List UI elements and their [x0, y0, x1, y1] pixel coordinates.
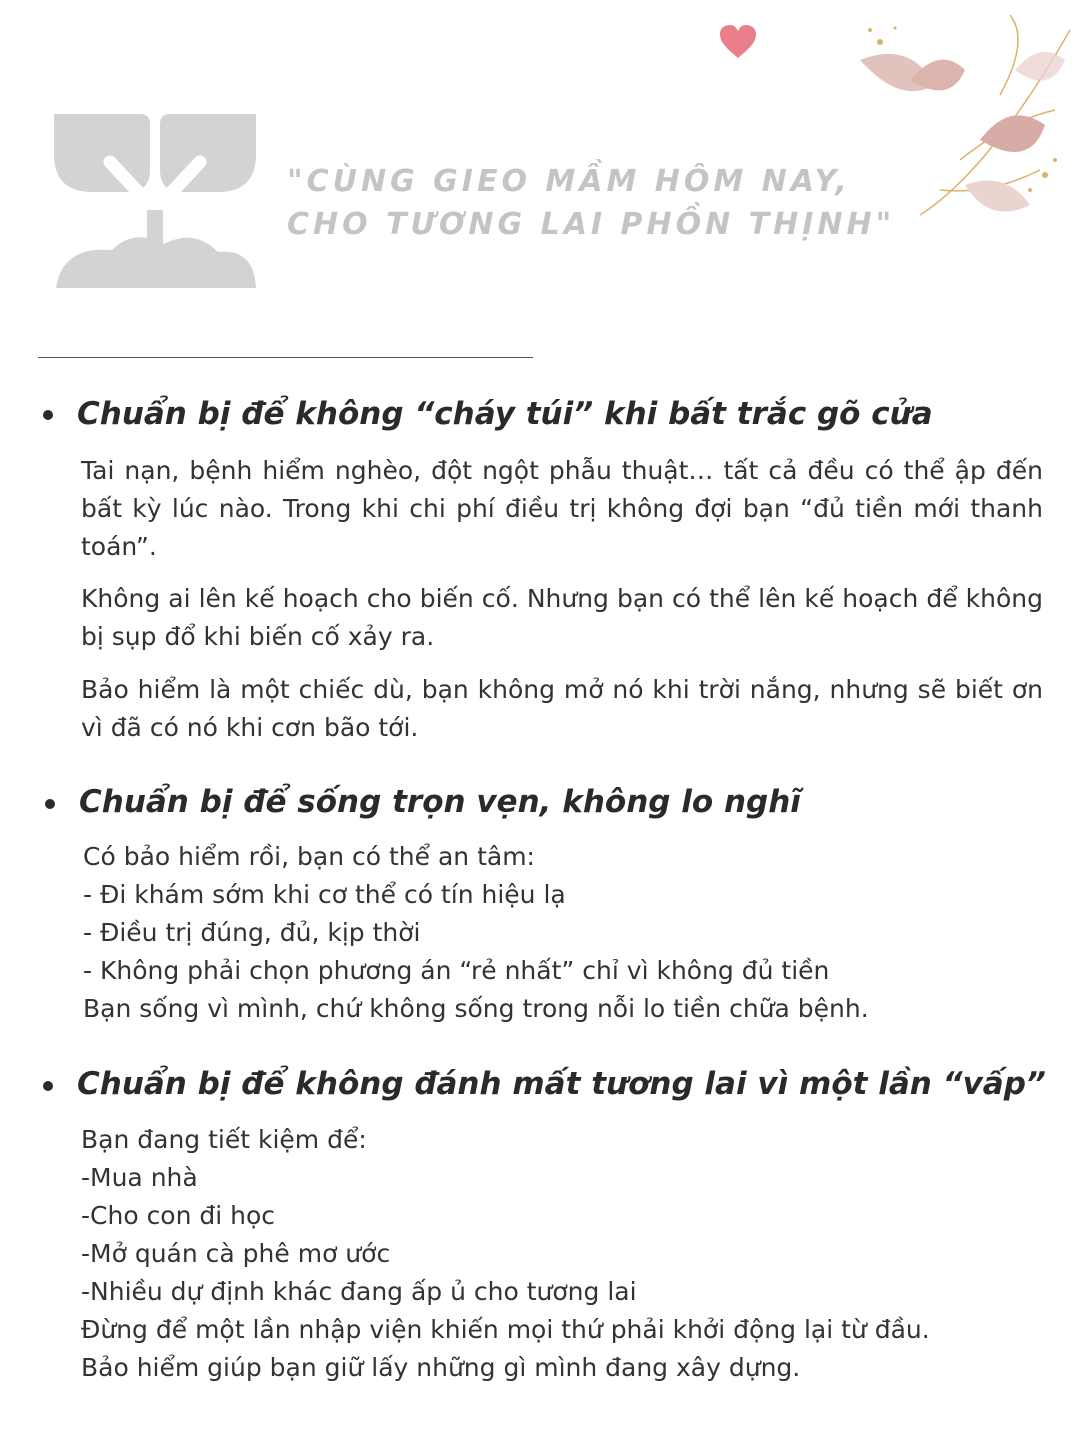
quote-line-2: CHO TƯƠNG LAI PHỒN THỊNH" [287, 207, 896, 242]
heart-icon [718, 24, 758, 60]
list-item: Bảo hiểm giúp bạn giữ lấy những gì mình đang xây dựng. [81, 1353, 801, 1382]
list-item: -Nhiều dự định khác đang ấp ủ cho tương lai [81, 1277, 637, 1306]
paragraph: Bảo hiểm là một chiếc dù, bạn không mở nó khi trời nắng, nhưng sẽ biết ơn vì đã có nó khi cơn bão tới. [81, 675, 1043, 742]
list-item: -Mở quán cà phê mơ ước [81, 1239, 391, 1268]
line-list [83, 838, 869, 1028]
list-item: Bạn đang tiết kiệm để: [81, 1125, 367, 1154]
divider [38, 357, 533, 358]
section-heading: Chuẩn bị để không đánh mất tương lai vì một lần “vấp” [77, 1066, 1046, 1102]
sprout-icon [52, 110, 258, 290]
list-item: -Cho con đi học [81, 1201, 276, 1230]
paragraph: Không ai lên kế hoạch cho biến cố. Nhưng bạn có thể lên kế hoạch để không bị sụp đổ khi biến cố xảy ra. [81, 584, 1043, 651]
bullet-icon [43, 410, 53, 420]
paragraph: Tai nạn, bệnh hiểm nghèo, đột ngột phẫu thuật… tất cả đều có thể ập đến bất kỳ lúc nào. Trong khi chi phí điều trị không đợi bạn “đủ tiền mới thanh toán”. [81, 456, 1043, 561]
quote-line-1: "CÙNG GIEO MẦM HÔM NAY, [287, 164, 851, 199]
list-item: -Mua nhà [81, 1163, 198, 1192]
header-quote [287, 160, 927, 246]
section-heading: Chuẩn bị để không “cháy túi” khi bất trắc gõ cửa [77, 396, 933, 432]
list-item: - Điều trị đúng, đủ, kịp thời [83, 918, 421, 947]
bullet-icon [43, 1081, 53, 1091]
list-item: Đừng để một lần nhập viện khiến mọi thứ phải khởi động lại từ đầu. [81, 1315, 930, 1344]
list-item: - Đi khám sớm khi cơ thể có tín hiệu lạ [83, 880, 566, 909]
section-heading: Chuẩn bị để sống trọn vẹn, không lo nghĩ [79, 784, 801, 820]
list-item: Có bảo hiểm rồi, bạn có thể an tâm: [83, 842, 535, 871]
line-list [81, 1121, 930, 1387]
list-item: - Không phải chọn phương án “rẻ nhất” chỉ vì không đủ tiền [83, 956, 830, 985]
bullet-icon [45, 799, 55, 809]
list-item: Bạn sống vì mình, chứ không sống trong nỗi lo tiền chữa bệnh. [83, 994, 869, 1023]
